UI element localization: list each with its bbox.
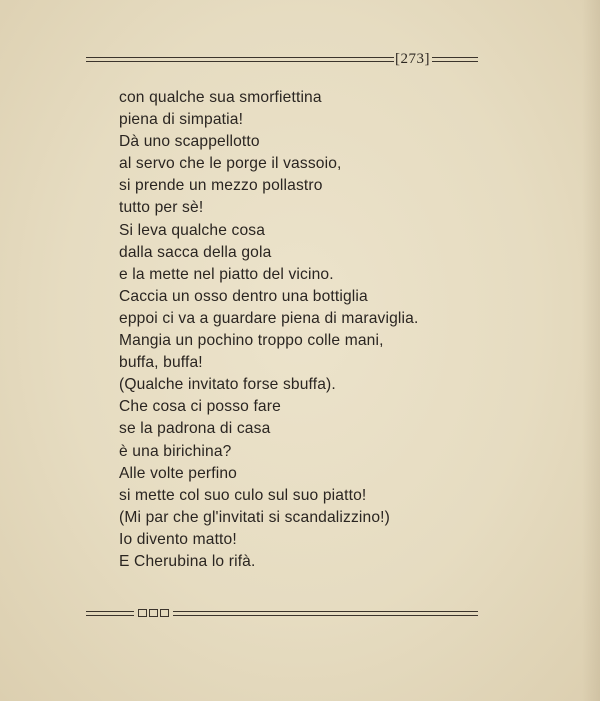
poem-text (119, 87, 418, 573)
poem-line: dalla sacca della gola (119, 243, 272, 261)
poem-line: (Qualche invitato forse sbuffa). (119, 376, 336, 394)
poem-line: Dà uno scappellotto (119, 133, 260, 151)
poem-line: Che cosa ci posso fare (119, 398, 281, 416)
header-rule-left (86, 57, 394, 62)
header-rule-right (432, 57, 478, 62)
poem-line: E Cherubina lo rifà. (119, 552, 256, 570)
poem-line: è una birichina? (119, 442, 232, 460)
poem-line: Caccia un osso dentro una bottiglia (119, 287, 368, 305)
poem-line: con qualche sua smorfiettina (119, 89, 322, 106)
poem-line: tutto per sè! (119, 199, 204, 217)
footer-rule-right (173, 611, 478, 616)
ornament-square (160, 609, 169, 617)
poem-line: buffa, buffa! (119, 354, 203, 372)
poem-line: si mette col suo culo sul suo piatto! (119, 486, 367, 504)
poem-line: si prende un mezzo pollastro (119, 177, 323, 195)
poem-line: eppoi ci va a guardare piena di maraviglia. (119, 309, 419, 327)
poem-line: e la mette nel piatto del vicino. (119, 265, 334, 283)
page-number: [273] (395, 51, 430, 67)
poem-line: Mangia un pochino troppo colle mani, (119, 332, 384, 350)
poem-line: Si leva qualche cosa (119, 221, 266, 239)
poem-line: Alle volte perfino (119, 464, 237, 482)
poem-line: se la padrona di casa (119, 420, 271, 438)
poem-line: piena di simpatia! (119, 111, 244, 129)
ornament-square (149, 609, 158, 617)
poem-line: al servo che le porge il vassoio, (119, 155, 342, 173)
footer-ornament (138, 609, 169, 617)
ornament-square (138, 609, 147, 617)
poem-line: Io divento matto! (119, 530, 237, 548)
footer-rule-left (86, 611, 134, 616)
poem-line: (Mi par che gl'invitati si scandalizzino!) (119, 508, 391, 526)
